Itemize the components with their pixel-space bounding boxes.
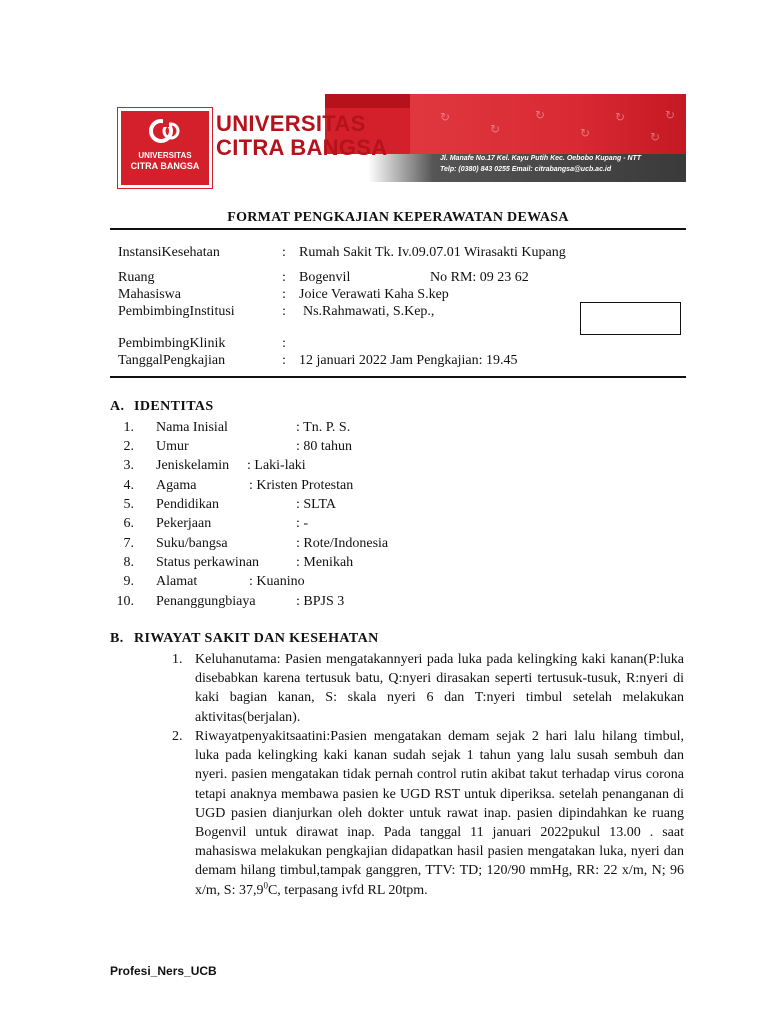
meta-label-instansi: InstansiKesehatan: [118, 245, 220, 260]
meta-colon: :: [282, 336, 286, 351]
page-footer: Profesi_Ners_UCB: [110, 964, 217, 978]
swirl-icon: ↻: [650, 130, 661, 144]
meta-label-tanggal: TanggalPengkajian: [118, 353, 226, 368]
paragraph-keluhan-utama: Keluhanutama: Pasien mengatakannyeri pada luka pada kelingking kaki kanan(P:luka disebabkan karena tertusuk batu, Q:nyeri dirasakan seperti tertusuk-tusuk, R:nyeri di kaki bagian kanan, S: skala nyeri 6 dan T:nyeri timbul setelah melakukan aktivitas(berjalan).: [195, 652, 684, 725]
signature-box: [580, 302, 681, 335]
swirl-icon: ↻: [535, 108, 546, 122]
section-a-title: IDENTITAS: [134, 399, 214, 414]
item-label: Suku/bangsa: [156, 536, 228, 551]
swirl-icon: ↻: [440, 110, 451, 124]
item-number: 6.: [123, 516, 134, 531]
list-item: [110, 437, 510, 456]
swirl-icon: ↻: [665, 108, 676, 122]
logo-emblem-icon: [149, 115, 181, 147]
item-label: Pekerjaan: [156, 516, 212, 531]
item-number: 3.: [123, 458, 134, 473]
section-b-letter: B.: [110, 631, 124, 646]
section-b-title: RIWAYAT SAKIT DAN KESEHATAN: [134, 631, 379, 646]
list-item: [110, 476, 510, 495]
paragraph-riwayat-penyakit: [195, 727, 684, 900]
swirl-icon: ↻: [615, 110, 626, 124]
banner-right-red: [410, 94, 686, 154]
list-item: [110, 495, 510, 514]
item-value: : SLTA: [296, 497, 336, 512]
item-number: 8.: [123, 555, 134, 570]
university-name-line1: UNIVERSITAS: [216, 111, 366, 136]
list-item: [110, 418, 510, 437]
university-logo: [118, 108, 212, 188]
list-item: [110, 592, 510, 611]
meta-label-ruang: Ruang: [118, 270, 155, 285]
meta-value-instansi: Rumah Sakit Tk. Iv.09.07.01 Wirasakti Kupang: [299, 245, 566, 260]
list-item: [110, 572, 510, 591]
meta-label-mahasiswa: Mahasiswa: [118, 287, 181, 302]
meta-colon: :: [282, 245, 286, 260]
list-item: [110, 534, 510, 553]
meta-value-rm: No RM: 09 23 62: [430, 270, 529, 285]
item-label: Status perkawinan: [156, 555, 260, 570]
university-contact: Telp: (0380) 843 0255 Email: citrabangsa@ucb.ac.id: [440, 166, 612, 173]
logo-text-line1: UNIVERSITAS: [138, 151, 192, 160]
list-item: [110, 514, 510, 533]
meta-divider: [110, 376, 686, 378]
item-value: : -: [296, 516, 309, 531]
swirl-icon: ↻: [580, 126, 591, 140]
paragraph-number: 2.: [172, 729, 183, 744]
item-value: : Kuanino: [249, 574, 305, 589]
paragraph-text: Riwayatpenyakitsaatini:Pasien mengatakan demam sejak 2 hari lalu hilang timbul, luka pada kelingking kaki kanan sudah sejak 1 tahun yang lalu susah sembuh dan nyeri. pasien mengatakan tidak pernah control rutin akibat takut terhadap virus corona tetapi anaknya membawa pasien ke UGD RST untuk diperiksa. setelah penanganan di UGD pasien dianjurkan oleh dokter untuk rawat inap. pasien dipindahkan ke ruang Bogenvil untuk dirawat inap. Pada tanggal 11 januari 2022pukul 13.00 . saat mahasiswa melakukan pengkajian didapatkan hasil pasien mengatakan luka, nyeri dan demam hilang timbul,tampak ganggren, TTV: TD; 120/90 mmHg, RR: 22 x/m, N; 96 x/m, S: 37,9: [195, 729, 684, 898]
section-a-letter: A.: [110, 399, 125, 414]
meta-colon: :: [282, 270, 286, 285]
meta-value-tanggal: 12 januari 2022 Jam Pengkajian: 19.45: [299, 353, 518, 368]
item-label: Umur: [156, 439, 189, 454]
item-value: : BPJS 3: [296, 594, 345, 609]
item-label: Agama: [156, 478, 197, 493]
university-name-line2: CITRA BANGSA: [216, 135, 388, 160]
meta-label-pembimbing-klinik: PembimbingKlinik: [118, 336, 226, 351]
document-title: FORMAT PENGKAJIAN KEPERAWATAN DEWASA: [227, 210, 569, 225]
title-divider: [110, 228, 686, 230]
degree-superscript: 0: [263, 879, 268, 890]
meta-value-mahasiswa: Joice Verawati Kaha S.kep: [299, 287, 449, 302]
header-banner: [110, 94, 686, 198]
meta-colon: :: [282, 304, 286, 319]
item-number: 9.: [123, 574, 134, 589]
item-number: 5.: [123, 497, 134, 512]
meta-label-pembimbing-institusi: PembimbingInstitusi: [118, 304, 235, 319]
item-value: : Kristen Protestan: [249, 478, 354, 493]
meta-colon: :: [282, 353, 286, 368]
item-value: : Rote/Indonesia: [296, 536, 389, 551]
item-label: Pendidikan: [156, 497, 219, 512]
item-label: Alamat: [156, 574, 198, 589]
logo-text-line2: CITRA BANGSA: [130, 161, 200, 171]
item-number: 4.: [123, 478, 134, 493]
item-label: Penanggungbiaya: [156, 594, 256, 609]
item-number: 7.: [123, 536, 134, 551]
paragraph-number: 1.: [172, 652, 183, 667]
section-a-heading: [110, 399, 214, 415]
item-label: Nama Inisial: [156, 420, 228, 435]
item-value: : Tn. P. S.: [296, 420, 351, 435]
meta-value-pembimbing-institusi: Ns.Rahmawati, S.Kep.,: [303, 304, 435, 319]
list-item: [110, 553, 510, 572]
item-value: : Laki-laki: [247, 458, 306, 473]
meta-colon: :: [282, 287, 286, 302]
swirl-icon: ↻: [490, 122, 501, 136]
item-value: : 80 tahun: [296, 439, 352, 454]
paragraph-text-tail: C, terpasang ivfd RL 20tpm.: [267, 882, 428, 898]
item-number: 2.: [123, 439, 134, 454]
university-address: Jl. Manafe No.17 Kel. Kayu Putih Kec. Oebobo Kupang - NTT: [440, 155, 642, 162]
list-item: [110, 456, 510, 475]
section-b-heading: [110, 631, 379, 647]
item-number: 10.: [116, 594, 134, 609]
item-value: : Menikah: [296, 555, 354, 570]
meta-value-ruang: Bogenvil: [299, 270, 351, 285]
item-label: Jeniskelamin: [156, 458, 230, 473]
item-number: 1.: [123, 420, 134, 435]
